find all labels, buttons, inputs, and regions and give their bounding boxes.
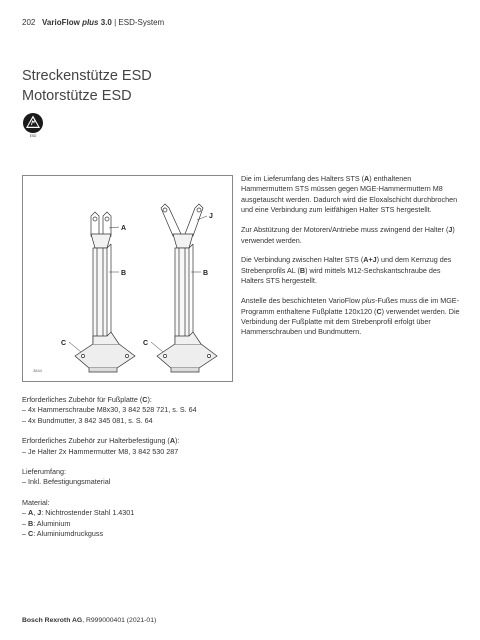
list-item: [22, 519, 242, 529]
specification-text: [22, 395, 242, 549]
accessories-foot-heading-text: Erforderliches Zubehör für Fußplatte (: [22, 395, 143, 404]
product-name: VarioFlow: [42, 18, 80, 27]
product-plus: plus: [82, 18, 99, 27]
list-item: [22, 508, 242, 518]
material-heading: Material:: [22, 497, 50, 507]
accessories-holder-heading-end: ):: [175, 436, 180, 446]
material-text: : Nichtrostender Stahl 1.4301: [41, 508, 135, 518]
p3-text-b: ) und dem Kernzug des Strebenprofils AL (: [241, 255, 452, 275]
description-paragraph-3: [241, 255, 461, 286]
material-sep: ,: [33, 508, 38, 518]
accessories-foot-heading-ref: C: [142, 395, 148, 404]
motor-support-drawing: [157, 204, 217, 372]
material-ref: C: [28, 529, 34, 539]
accessories-foot-heading-end: ):: [147, 395, 152, 404]
product-version: 3.0: [100, 18, 112, 27]
list-item: – 4x Bundmutter, 3 842 345 081, s. S. 64: [22, 415, 153, 425]
material-block: [22, 498, 242, 540]
esd-warning-icon: [22, 112, 44, 138]
p2-bold-ref: J: [448, 225, 453, 235]
accessories-foot-heading: [22, 395, 242, 405]
label-b-left: B: [121, 270, 127, 277]
p4-text-a: Anstelle des beschichteten VarioFlow: [241, 296, 362, 306]
material-dash: –: [22, 529, 28, 539]
p3-text-c: ) wird mittels M12-Sechskantschraube des Halters STS hergestellt.: [241, 265, 441, 286]
scope-heading: Lieferumfang:: [22, 467, 66, 477]
p3-bold-ref-2: B: [299, 265, 306, 275]
label-c-left: C: [61, 340, 67, 347]
list-item: – Inkl. Befestigungsmaterial: [22, 477, 111, 487]
p4-text-b: -Fußes muss die im MGE-Programm enthaltene Fußplatte 120x120 (: [241, 296, 459, 316]
accessories-holder-heading: [22, 436, 242, 446]
page-header: [22, 18, 164, 27]
p4-italic: plus: [361, 296, 376, 306]
page-title: [22, 66, 152, 106]
page-footer: [22, 617, 156, 624]
esd-caption: ESD: [29, 134, 37, 138]
description-paragraph-2: [241, 225, 461, 246]
section-name: ESD-System: [118, 18, 165, 27]
label-a: A: [121, 225, 127, 232]
page-number: 202: [22, 18, 36, 27]
p4-bold-ref: C: [376, 306, 382, 316]
accessories-holder-heading-ref: A: [169, 436, 176, 446]
header-separator: |: [114, 18, 117, 27]
p1-bold-ref: A: [364, 174, 370, 183]
p2-text-a: Zur Abstützung der Motoren/Antriebe muss zwingend der Halter (: [241, 225, 449, 235]
p1-text-a: Die im Lieferumfang des Halters STS (: [241, 174, 365, 183]
p1-text-b: ) enthaltenen Hammermuttern STS müssen gegen MGE-Hammermuttern M8 ausgetauscht werden. Dadurch wird die Eloxalschicht durchbrochen und eine Verbindung zum leitfähigen Halter STS hergestellt.: [241, 174, 458, 215]
list-item: – 4x Hammerschraube M8x30, 3 842 528 721, s. S. 64: [22, 405, 197, 415]
material-ref: B: [28, 518, 34, 528]
accessories-holder-heading-text: Erforderliches Zubehör zur Halterbefestigung (: [22, 436, 170, 446]
company-name: Bosch Rexroth AG: [22, 617, 83, 624]
material-dash: –: [22, 518, 28, 528]
label-b-right: B: [203, 270, 209, 277]
material-text: : Aluminium: [33, 518, 71, 528]
list-item: – Je Halter 2x Hammermutter M8, 3 842 530 287: [22, 446, 179, 456]
document-number: , R999000401 (2021-01): [82, 617, 157, 624]
track-support-drawing: [75, 212, 135, 372]
label-j: J: [209, 213, 213, 220]
product-figure: [22, 175, 233, 382]
p3-bold-ref-1: A+J: [363, 255, 377, 265]
p2-text-b: ) verwendet werden.: [241, 225, 455, 245]
material-dash: –: [22, 508, 28, 518]
description-paragraph-4: [241, 296, 461, 338]
p4-text-c: ) verwendet werden. Die Verbindung der Fußplatte mit dem Strebenprofil erfolgt über Hammerschrauben und Bundmuttern.: [241, 306, 460, 337]
accessories-foot-block: [22, 395, 242, 426]
description-paragraph-1: [241, 174, 461, 216]
material-ref: A: [28, 508, 34, 518]
material-ref-2: J: [37, 508, 42, 518]
figure-code: 3844: [33, 368, 42, 373]
list-item: [22, 529, 242, 539]
label-c-right: C: [143, 340, 149, 347]
accessories-holder-block: [22, 436, 242, 457]
title-line-1: Streckenstütze ESD: [22, 68, 152, 84]
support-illustration: [23, 176, 232, 381]
title-line-2: Motorstütze ESD: [22, 88, 132, 104]
p3-text-a: Die Verbindung zwischen Halter STS (: [241, 255, 364, 265]
description-text: [241, 174, 461, 347]
scope-block: [22, 467, 242, 488]
material-text: : Aluminiumdruckguss: [33, 529, 104, 539]
